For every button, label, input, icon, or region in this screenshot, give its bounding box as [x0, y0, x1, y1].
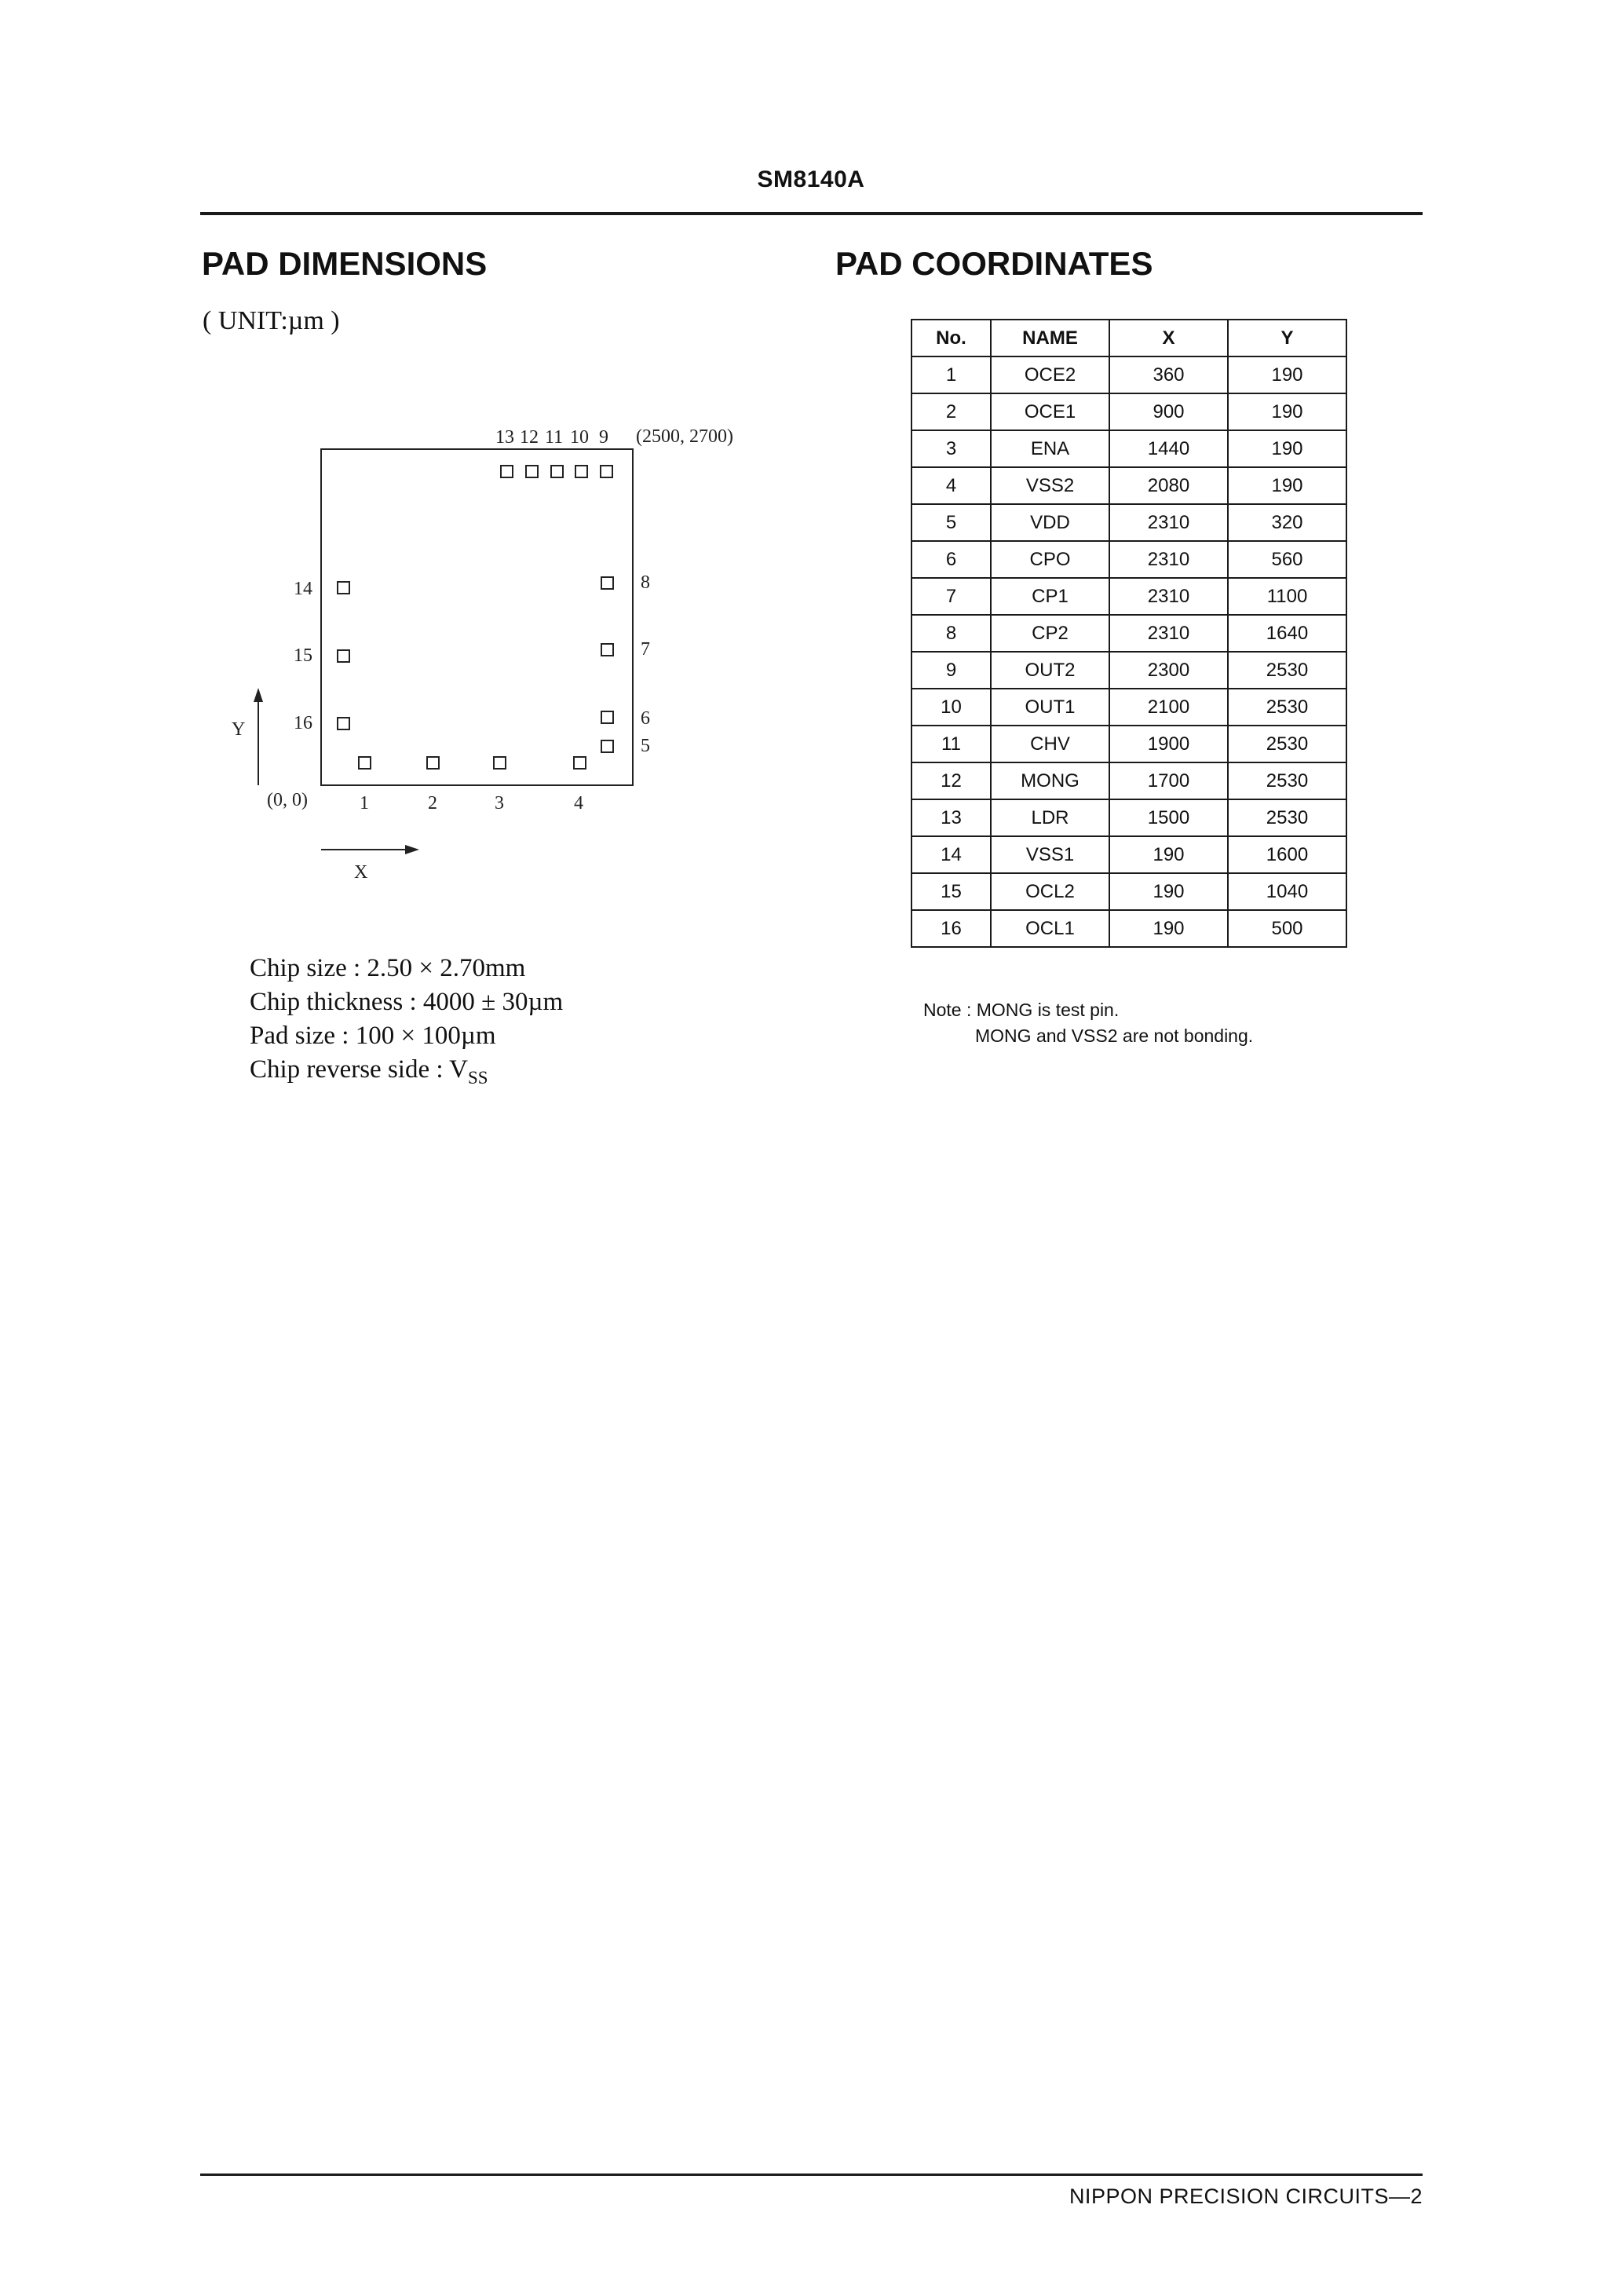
table-row — [911, 504, 1346, 541]
chip-thickness: Chip thickness : 4000 ± 30µm — [250, 988, 564, 1016]
footer-rule — [200, 2174, 1423, 2176]
cell-no: 8 — [911, 615, 991, 652]
pad-label-12: 12 — [520, 427, 539, 448]
pad-label-13: 13 — [495, 427, 514, 448]
x-axis-arrowhead — [405, 845, 419, 854]
pad-label-9: 9 — [599, 427, 608, 448]
pad-label-5: 5 — [641, 736, 650, 756]
cell-x: 2100 — [1109, 689, 1228, 726]
chip-reverse-side — [250, 1053, 563, 1095]
cell-no: 4 — [911, 467, 991, 504]
cell-name: OCL1 — [991, 910, 1109, 947]
pad-size: Pad size : 100 × 100µm — [250, 1022, 496, 1050]
pad-10 — [575, 466, 587, 477]
table-note — [923, 997, 1253, 1049]
cell-no: 14 — [911, 836, 991, 873]
cell-x: 2300 — [1109, 652, 1228, 689]
cell-y: 2530 — [1228, 689, 1346, 726]
cell-x: 1900 — [1109, 726, 1228, 762]
table-row — [911, 578, 1346, 615]
page-footer: NIPPON PRECISION CIRCUITS—2 — [1069, 2184, 1423, 2208]
pad-11 — [551, 466, 563, 477]
table-row — [911, 356, 1346, 393]
page-header-part-number: SM8140A — [757, 166, 865, 192]
cell-no: 9 — [911, 652, 991, 689]
pad-1 — [359, 757, 371, 769]
cell-name: VSS1 — [991, 836, 1109, 873]
y-axis-label: Y — [232, 719, 246, 740]
cell-y: 1040 — [1228, 873, 1346, 910]
cell-y: 1100 — [1228, 578, 1346, 615]
cell-y: 560 — [1228, 541, 1346, 578]
cell-name: OUT1 — [991, 689, 1109, 726]
cell-no: 12 — [911, 762, 991, 799]
table-row — [911, 467, 1346, 504]
table-row — [911, 726, 1346, 762]
cell-x: 1700 — [1109, 762, 1228, 799]
pad-15 — [338, 650, 349, 662]
cell-no: 2 — [911, 393, 991, 430]
pad-16 — [338, 718, 349, 729]
table-row — [911, 615, 1346, 652]
cell-no: 5 — [911, 504, 991, 541]
pad-label-16: 16 — [294, 713, 312, 733]
pad-label-11: 11 — [545, 427, 564, 448]
cell-y: 190 — [1228, 430, 1346, 467]
cell-y: 190 — [1228, 393, 1346, 430]
column-header-y: Y — [1228, 320, 1346, 356]
pad-label-3: 3 — [495, 793, 504, 813]
cell-name: ENA — [991, 430, 1109, 467]
column-header-x: X — [1109, 320, 1228, 356]
cell-name: CHV — [991, 726, 1109, 762]
unit-label: ( UNIT:µm ) — [203, 306, 340, 335]
chip-specs — [250, 952, 563, 1095]
table-row — [911, 430, 1346, 467]
pad-label-14: 14 — [294, 579, 312, 599]
column-header-no: No. — [911, 320, 991, 356]
chip-reverse-side-subscript: SS — [468, 1068, 488, 1088]
table-row — [911, 689, 1346, 726]
pad-9 — [601, 466, 612, 477]
cell-x: 2310 — [1109, 504, 1228, 541]
pad-label-6: 6 — [641, 708, 650, 729]
cell-x: 2310 — [1109, 615, 1228, 652]
cell-name: MONG — [991, 762, 1109, 799]
origin-label: (0, 0) — [267, 790, 308, 810]
cell-no: 11 — [911, 726, 991, 762]
note-line-2: MONG and VSS2 are not bonding. — [975, 1026, 1254, 1046]
pad-7 — [601, 644, 613, 656]
pad-4 — [574, 757, 586, 769]
cell-x: 2080 — [1109, 467, 1228, 504]
pad-label-1: 1 — [360, 793, 369, 813]
column-header-name: NAME — [991, 320, 1109, 356]
pad-12 — [526, 466, 538, 477]
cell-x: 190 — [1109, 836, 1228, 873]
pad-3 — [494, 757, 506, 769]
cell-x: 190 — [1109, 910, 1228, 947]
cell-y: 2530 — [1228, 726, 1346, 762]
header-rule — [200, 212, 1423, 215]
cell-name: OCE2 — [991, 356, 1109, 393]
cell-name: OCE1 — [991, 393, 1109, 430]
chip-reverse-side-label: Chip reverse side : V — [250, 1055, 469, 1084]
pad-label-4: 4 — [574, 793, 583, 813]
cell-y: 2530 — [1228, 762, 1346, 799]
cell-no: 15 — [911, 873, 991, 910]
pad-label-15: 15 — [294, 645, 312, 666]
cell-y: 500 — [1228, 910, 1346, 947]
pad-6 — [601, 711, 613, 723]
cell-y: 320 — [1228, 504, 1346, 541]
cell-no: 13 — [911, 799, 991, 836]
table-row — [911, 541, 1346, 578]
cell-name: CP2 — [991, 615, 1109, 652]
pad-2 — [427, 757, 439, 769]
table-row — [911, 873, 1346, 910]
pad-label-8: 8 — [641, 572, 650, 593]
cell-no: 7 — [911, 578, 991, 615]
table-header-row — [911, 320, 1346, 356]
note-line-1: Note : MONG is test pin. — [923, 1000, 1120, 1020]
cell-no: 16 — [911, 910, 991, 947]
table-row — [911, 910, 1346, 947]
chip-outline — [321, 449, 633, 785]
chip-pad-diagram — [220, 408, 785, 895]
cell-y: 1600 — [1228, 836, 1346, 873]
cell-x: 1500 — [1109, 799, 1228, 836]
cell-y: 190 — [1228, 356, 1346, 393]
cell-no: 1 — [911, 356, 991, 393]
cell-name: OUT2 — [991, 652, 1109, 689]
pad-label-2: 2 — [428, 793, 437, 813]
table-row — [911, 393, 1346, 430]
cell-no: 3 — [911, 430, 991, 467]
table-row — [911, 762, 1346, 799]
cell-name: VDD — [991, 504, 1109, 541]
table-row — [911, 799, 1346, 836]
cell-x: 2310 — [1109, 541, 1228, 578]
table-row — [911, 836, 1346, 873]
cell-x: 900 — [1109, 393, 1228, 430]
cell-name: LDR — [991, 799, 1109, 836]
pad-coordinates-title: PAD COORDINATES — [835, 245, 1153, 282]
pad-dimensions-title: PAD DIMENSIONS — [202, 245, 488, 282]
cell-y: 1640 — [1228, 615, 1346, 652]
chip-size: Chip size : 2.50 × 2.70mm — [250, 954, 526, 982]
table-row — [911, 652, 1346, 689]
x-axis-label: X — [354, 862, 368, 883]
cell-y: 190 — [1228, 467, 1346, 504]
cell-x: 2310 — [1109, 578, 1228, 615]
cell-no: 10 — [911, 689, 991, 726]
cell-x: 190 — [1109, 873, 1228, 910]
pad-label-7: 7 — [641, 639, 650, 660]
y-axis-arrowhead — [254, 688, 263, 702]
pad-coordinates-table — [911, 319, 1347, 948]
pad-8 — [601, 577, 613, 589]
pad-14 — [338, 582, 349, 594]
pad-label-10: 10 — [570, 427, 589, 448]
pad-13 — [501, 466, 513, 477]
pad-5 — [601, 740, 613, 752]
cell-name: CP1 — [991, 578, 1109, 615]
cell-name: VSS2 — [991, 467, 1109, 504]
cell-x: 360 — [1109, 356, 1228, 393]
cell-y: 2530 — [1228, 799, 1346, 836]
cell-no: 6 — [911, 541, 991, 578]
cell-name: CPO — [991, 541, 1109, 578]
cell-y: 2530 — [1228, 652, 1346, 689]
cell-name: OCL2 — [991, 873, 1109, 910]
cell-x: 1440 — [1109, 430, 1228, 467]
top-right-coordinate: (2500, 2700) — [636, 426, 733, 447]
